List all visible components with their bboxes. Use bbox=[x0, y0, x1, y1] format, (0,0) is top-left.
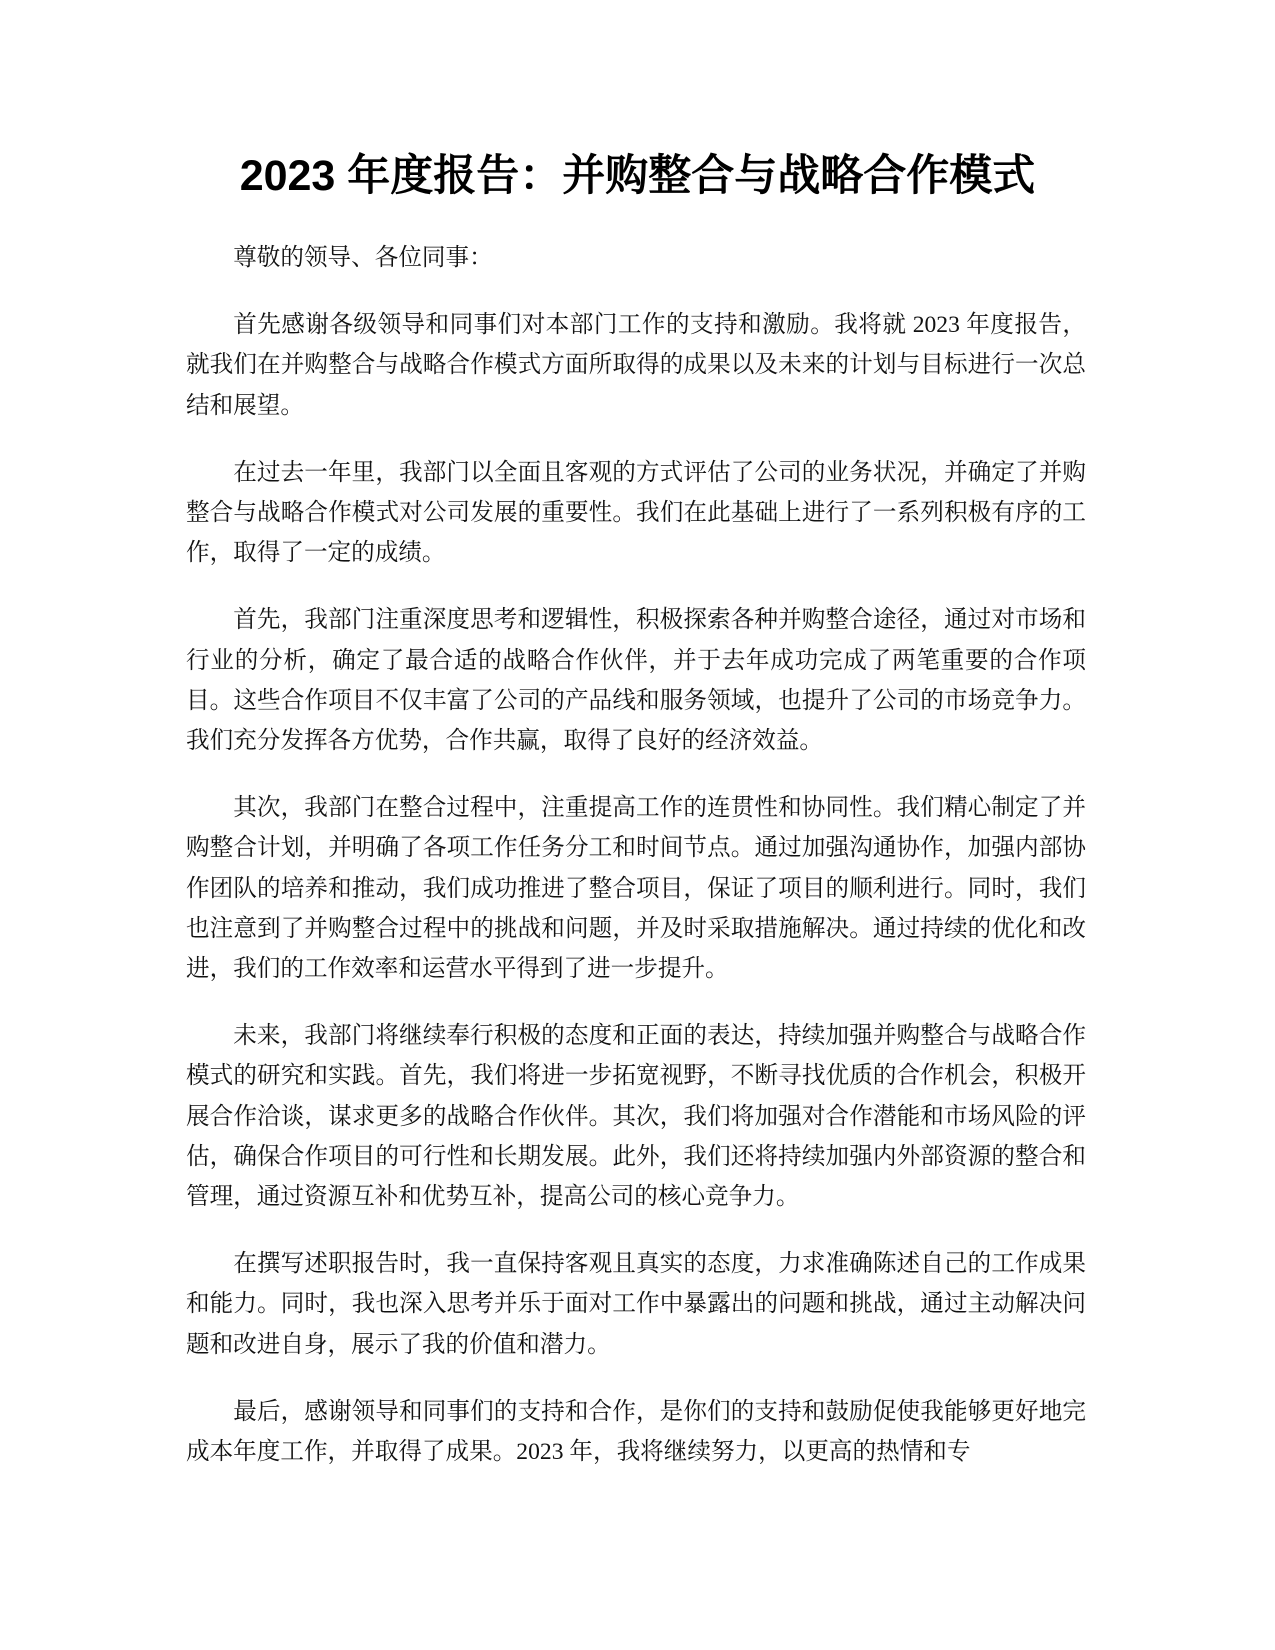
paragraph-review: 在过去一年里，我部门以全面且客观的方式评估了公司的业务状况，并确定了并购整合与战略合作模式对公司发展的重要性。我们在此基础上进行了一系列积极有序的工作，取得了一定的成绩。 bbox=[186, 459, 1086, 567]
document-body bbox=[186, 238, 1086, 1499]
paragraph-closing: 最后，感谢领导和同事们的支持和合作，是你们的支持和鼓励促使我能够更好地完成本年度工作，并取得了成果。2023 年，我将继续努力，以更高的热情和专 bbox=[186, 1398, 1086, 1466]
paragraph-first-achievement: 首先，我部门注重深度思考和逻辑性，积极探索各种并购整合途径，通过对市场和行业的分析，确定了最合适的战略合作伙伴，并于去年成功完成了两笔重要的合作项目。这些合作项目不仅丰富了公司的产品线和服务领域，也提升了公司的市场竞争力。我们充分发挥各方优势，合作共赢，取得了良好的经济效益。 bbox=[186, 607, 1086, 755]
document-title: 2023 年度报告：并购整合与战略合作模式 bbox=[239, 152, 1036, 200]
paragraph-intro: 首先感谢各级领导和同事们对本部门工作的支持和激励。我将就 2023 年度报告，就我们在并购整合与战略合作模式方面所取得的成果以及未来的计划与目标进行一次总结和展望。 bbox=[186, 312, 1086, 419]
paragraph-future-plan: 未来，我部门将继续奉行积极的态度和正面的表达，持续加强并购整合与战略合作模式的研究和实践。首先，我们将进一步拓宽视野，不断寻找优质的合作机会，积极开展合作洽谈，谋求更多的战略合作伙伴。其次，我们将加强对合作潜能和市场风险的评估，确保合作项目的可行性和长期发展。此外，我们还将持续加强内外部资源的整合和管理，通过资源互补和优势互补，提高公司的核心竞争力。 bbox=[186, 1023, 1086, 1211]
paragraph-second-achievement: 其次，我部门在整合过程中，注重提高工作的连贯性和协同性。我们精心制定了并购整合计划，并明确了各项工作任务分工和时间节点。通过加强沟通协作，加强内部协作团队的培养和推动，我们成功推进了整合项目，保证了项目的顺利进行。同时，我们也注意到了并购整合过程中的挑战和问题，并及时采取措施解决。通过持续的优化和改进，我们的工作效率和运营水平得到了进一步提升。 bbox=[186, 795, 1086, 983]
paragraph-self-assessment: 在撰写述职报告时，我一直保持客观且真实的态度，力求准确陈述自己的工作成果和能力。同时，我也深入思考并乐于面对工作中暴露出的问题和挑战，通过主动解决问题和改进自身，展示了我的价值和潜力。 bbox=[186, 1251, 1086, 1358]
salutation: 尊敬的领导、各位同事： bbox=[233, 245, 493, 271]
